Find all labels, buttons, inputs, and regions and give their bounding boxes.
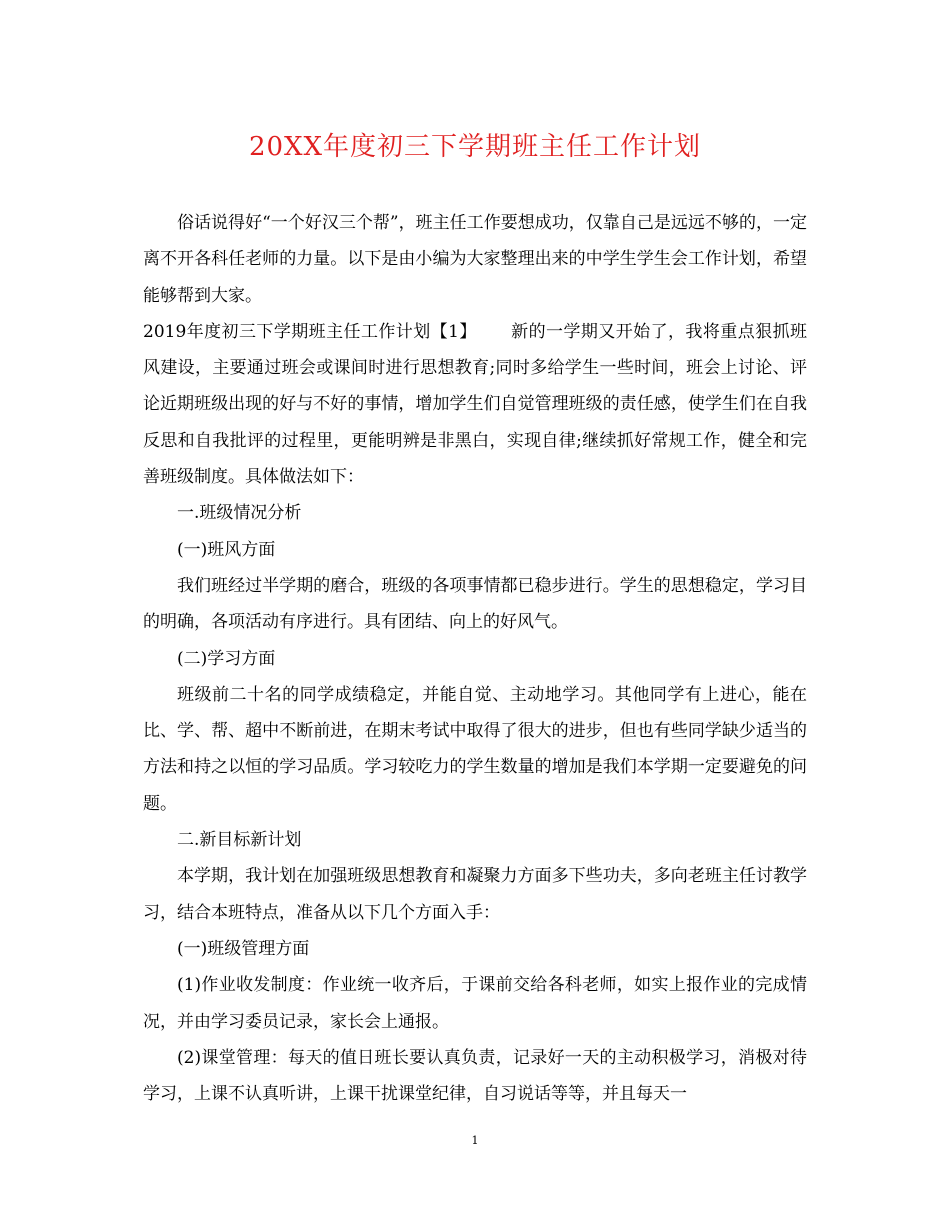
item-homework-system: (1)作业收发制度：作业统一收齐后，于课前交给各科老师，如实上报作业的完成情况，并由学习委员记录，家长会上通报。: [143, 975, 807, 1032]
paragraph-new-goals: 本学期，我计划在加强班级思想教育和凝聚力方面多下些功夫，多向老班主任讨教学习，结合本班特点，准备从以下几个方面入手：: [143, 866, 807, 923]
section-intro: 新的一学期又开始了，我将重点狠抓班风建设，主要通过班会或课间时进行思想教育;同时多给学生一些时间，班会上讨论、评论近期班级出现的好与不好的事情，增加学生们自觉管理班级的责任感，使学生们在自我反思和自我批评的过程里，更能明辨是非黑白，实现自律;继续抓好常规工作，健全和完善班级制度。具体做法如下：: [143, 321, 807, 488]
section-paragraph: [143, 314, 807, 495]
heading-class-analysis: 一.班级情况分析: [177, 503, 302, 524]
paragraph-class-style: 我们班经过半学期的磨合，班级的各项事情都已稳步进行。学生的思想稳定，学习目的明确，各项活动有序进行。具有团结、向上的好风气。: [143, 575, 807, 633]
paragraph-study: 班级前二十名的同学成绩稳定，并能自觉、主动地学习。其他同学有上进心，能在比、学、帮、超中不断前进，在期末考试中取得了很大的进步，但也有些同学缺少适当的方法和持之以恒的学习品质。学习较吃力的学生数量的增加是我们本学期一定要避免的问题。: [143, 684, 807, 814]
document-body: [143, 205, 807, 1112]
subheading-class-management: (一)班级管理方面: [177, 938, 310, 959]
page-number: 1: [471, 1134, 479, 1147]
subheading-study: (二)学习方面: [177, 648, 276, 669]
document-title: 20XX年度初三下学期班主任工作计划: [248, 132, 702, 162]
heading-new-goals: 二.新目标新计划: [177, 830, 302, 851]
subheading-class-style: (一)班风方面: [177, 539, 276, 560]
item-classroom-management: (2)课堂管理：每天的值日班长要认真负责，记录好一天的主动积极学习，消极对待学习，上课不认真听讲，上课干扰课堂纪律，自习说话等等，并且每天一: [143, 1047, 807, 1105]
section-title: 2019年度初三下学期班主任工作计划【1】: [143, 321, 477, 342]
intro-paragraph: 俗话说得好“一个好汉三个帮”，班主任工作要想成功，仅靠自己是远远不够的，一定离不开各科任老师的力量。以下是由小编为大家整理出来的中学生学生会工作计划，希望能够帮到大家。: [143, 213, 807, 306]
